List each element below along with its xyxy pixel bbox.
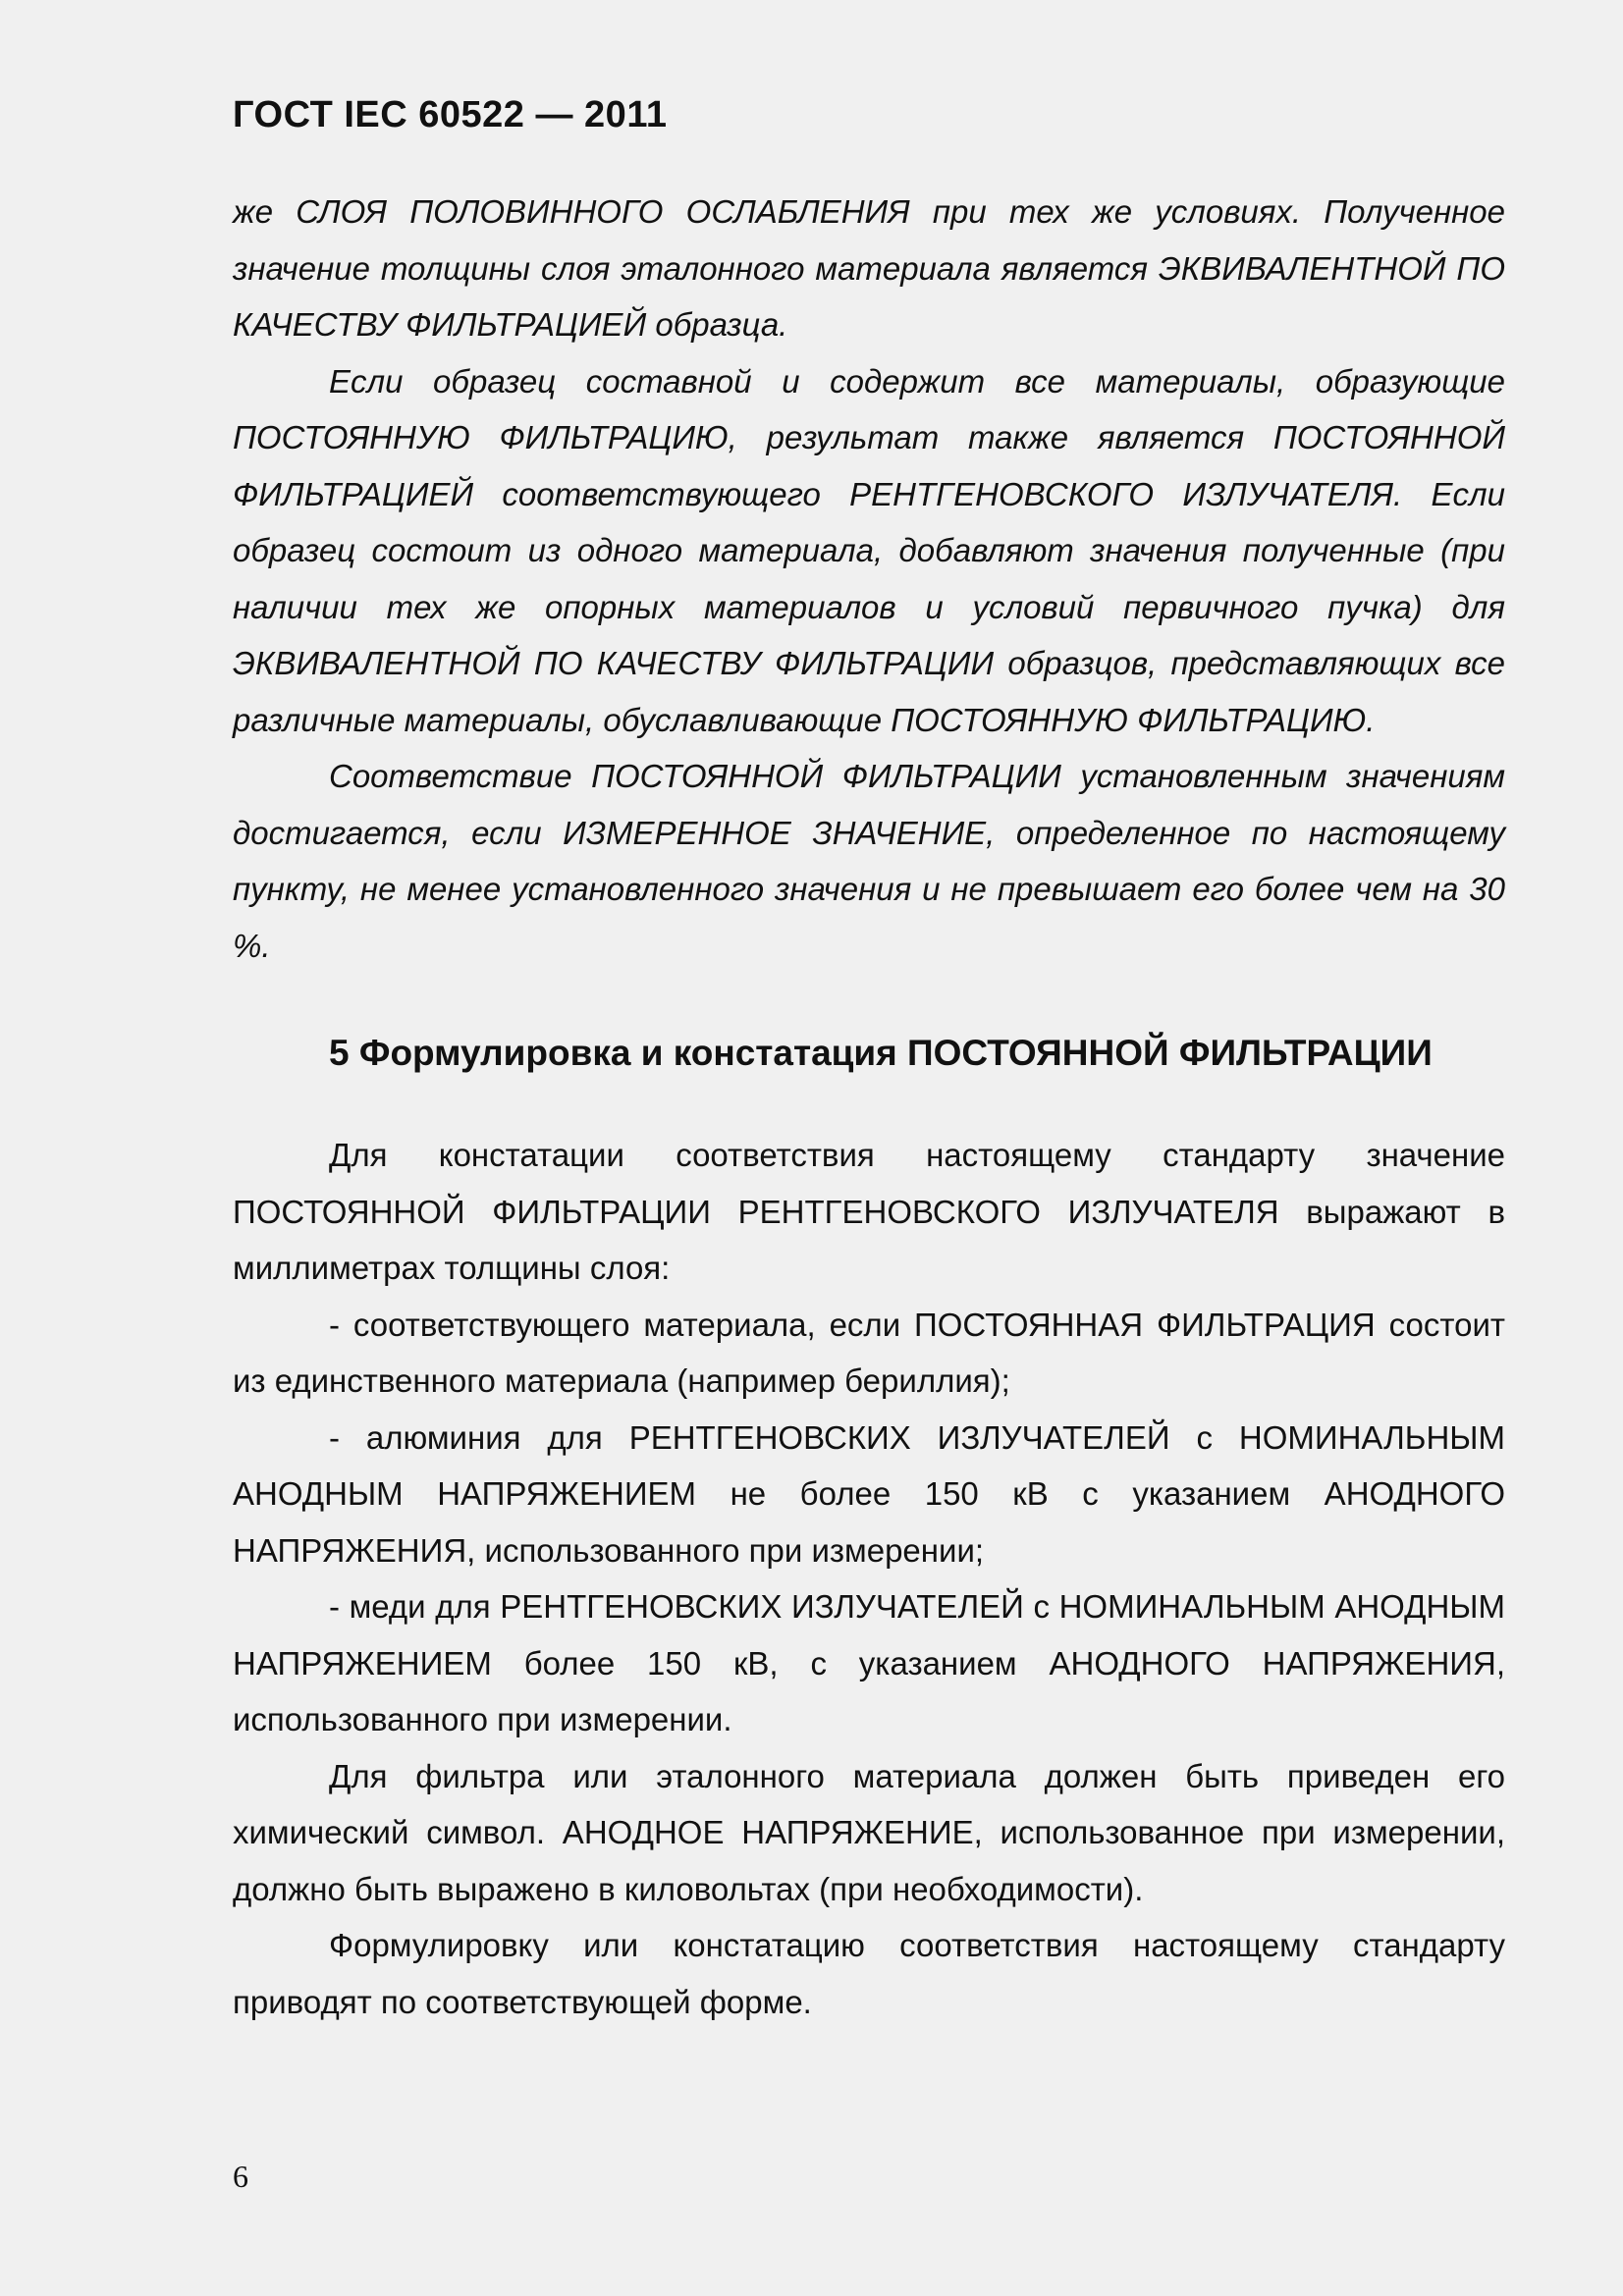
section-heading: 5 Формулировка и констатация ПОСТОЯННОЙ ФИЛЬТРАЦИИ — [329, 1033, 1433, 1073]
intro-paragraph-3: Соответствие ПОСТОЯННОЙ ФИЛЬТРАЦИИ установленным значениям достигается, если ИЗМЕРЕННОЕ ЗНАЧЕНИЕ, определенное по настоящему пункту, не менее установленного значения и не превышает его более чем на 30 %. — [233, 758, 1505, 964]
intro-text — [233, 184, 1505, 974]
intro-paragraph-1: же СЛОЯ ПОЛОВИННОГО ОСЛАБЛЕНИЯ при тех же условиях. Полученное значение толщины слоя эталонного материала является ЭКВИВАЛЕНТНОЙ ПО КАЧЕСТВУ ФИЛЬТРАЦИЕЙ образца. — [233, 193, 1505, 343]
section-paragraph-filter: Для фильтра или эталонного материала должен быть приведен его химический символ. АНОДНОЕ НАПРЯЖЕНИЕ, использованное при измерении, должно быть выражено в киловольтах (при необходимости). — [233, 1757, 1505, 1907]
list-item-material: - соответствующего материала, если ПОСТОЯННАЯ ФИЛЬТРАЦИЯ состоит из единственного материала (например бериллия); — [233, 1306, 1505, 1399]
list-item-copper: - меди для РЕНТГЕНОВСКИХ ИЗЛУЧАТЕЛЕЙ с НОМИНАЛЬНЫМ АНОДНЫМ НАПРЯЖЕНИЕМ более 150 кВ, с указанием АНОДНОГО НАПРЯЖЕНИЯ, использованного при измерении. — [233, 1588, 1505, 1737]
document-header: ГОСТ IEC 60522 — 2011 — [233, 94, 668, 135]
section-paragraph-1: Для констатации соответствия настоящему стандарту значение ПОСТОЯННОЙ ФИЛЬТРАЦИИ РЕНТГЕНОВСКОГО ИЗЛУЧАТЕЛЯ выражают в миллиметрах толщины слоя: — [233, 1137, 1505, 1286]
list-item-aluminium: - алюминия для РЕНТГЕНОВСКИХ ИЗЛУЧАТЕЛЕЙ с НОМИНАЛЬНЫМ АНОДНЫМ НАПРЯЖЕНИЕМ не более 150 кВ с указанием АНОДНОГО НАПРЯЖЕНИЯ, использованного при измерении; — [233, 1418, 1505, 1569]
intro-paragraph-2: Если образец составной и содержит все материалы, образующие ПОСТОЯННУЮ ФИЛЬТРАЦИЮ, результат также является ПОСТОЯННОЙ ФИЛЬТРАЦИЕЙ соответствующего РЕНТГЕНОВСКОГО ИЗЛУЧАТЕЛЯ. Если образец состоит из одного материала, добавляют значения полученные (при наличии тех же опорных материалов и условий первичного пучка) для ЭКВИВАЛЕНТНОЙ ПО КАЧЕСТВУ ФИЛЬТРАЦИИ образцов, представляющих все различные материалы, обуславливающие ПОСТОЯННУЮ ФИЛЬТРАЦИЮ. — [233, 362, 1505, 738]
page-number: 6 — [233, 2159, 248, 2194]
section-text — [233, 1127, 1505, 2030]
section-paragraph-form: Формулировку или констатацию соответствия настоящему стандарту приводят по соответствующей форме. — [233, 1927, 1505, 2020]
